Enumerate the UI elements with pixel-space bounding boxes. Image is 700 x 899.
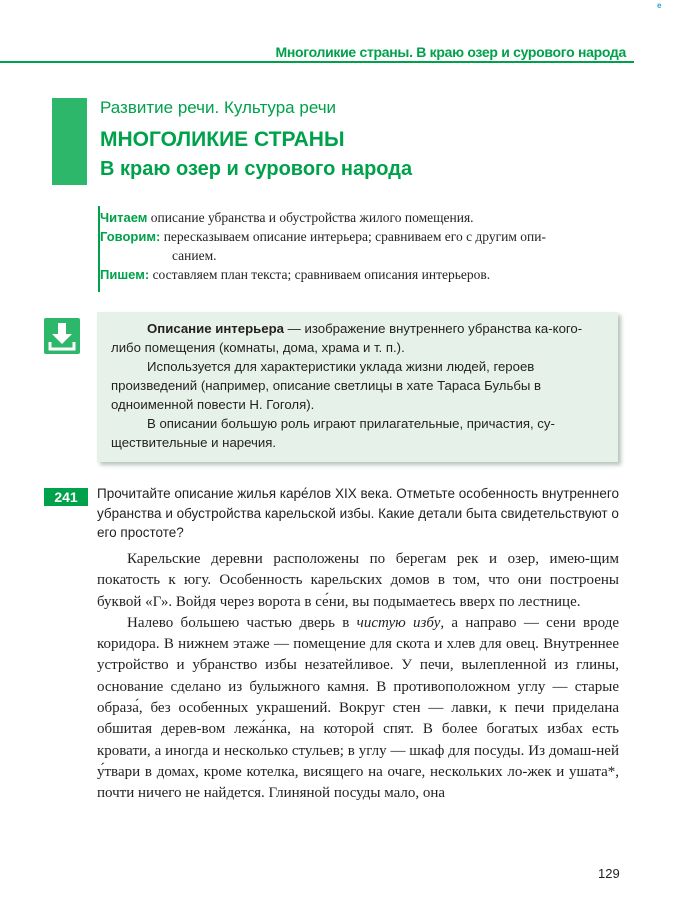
definition-term: Описание интерьера <box>147 321 284 336</box>
learning-goals <box>100 208 620 284</box>
goal-reading <box>100 208 620 227</box>
passage-emphasis: чистую избу <box>356 614 441 631</box>
section-marker-block <box>52 98 87 185</box>
definition-paragraph <box>111 319 607 357</box>
page-number: 129 <box>598 866 620 881</box>
definition-box <box>97 312 618 462</box>
definition-paragraph-3: В описании большую роль играют прилагательные, причастия, су-ществительные и наречия. <box>111 416 555 450</box>
goal-text: описание убранства и обустройства жилого помещения. <box>147 210 474 225</box>
goal-text: пересказываем описание интерьера; сравниваем его с другим опи- <box>160 229 546 244</box>
goal-text: составляем план текста; сравниваем описания интерьеров. <box>149 267 491 282</box>
running-header <box>0 43 634 63</box>
header-divider <box>0 61 634 63</box>
passage-paragraph-2 <box>97 613 619 805</box>
goal-label: Читаем <box>100 210 148 225</box>
publisher-logo: e <box>657 1 662 10</box>
section-title: МНОГОЛИКИЕ СТРАНЫ <box>100 128 345 151</box>
goal-label: Говорим: <box>100 229 161 244</box>
definition-paragraph-2: Используется для характеристики уклада жизни людей, героев произведений (например, описание светлицы в хате Тараса Бульбы в одноименной повести Н. Гоголя). <box>111 359 542 412</box>
passage-text-cont: , а направо — сени вроде коридора. В нижнем этаже — помещение для скота и хлев для овец. Внутреннее устройство и убранство избы незатейливое. У печи, вылепленной из глины, основание сделано из булыжного камня. В противоположном углу — старые образа́, без особенных украшений. Вокруг стен — лавки, к печи приделана обшитая дерев-вом лежа́нка, на которой спят. В более богатых избах есть кровати, а иногда и несколько стульев; в углу — шкаф для посуды. Из домаш-ней у́твари в домах, кроме котелка, висящего на очаге, нескольких ло-жек и ушата*, почти ничего не найдется. Глиняной посуды мало, она <box>97 614 619 802</box>
section-title-secondary: В краю озер и сурового народа <box>100 158 413 180</box>
reading-passage <box>97 549 619 805</box>
goal-speaking <box>100 227 620 265</box>
definition-text: — изображение внутреннего убранства ка-кого-либо помещения (комнаты, дома, храма и т. п.). <box>111 321 583 355</box>
download-icon[interactable] <box>44 318 80 354</box>
passage-paragraph-1: Карельские деревни расположены по берегам рек и озер, имею-щим покатость к югу. Особенность карельских домов в том, что они построены буквой «Г». Войдя через ворота в се́ни, вы подымаетесь вверх по лестнице. <box>97 551 619 610</box>
goal-writing <box>100 265 620 284</box>
exercise-instruction: Прочитайте описание жилья каре́лов XIX века. Отметьте особенность внутреннего убранства и обустройства карельской избы. Какие детали быта свидетельствуют о его простоте? <box>97 486 619 540</box>
exercise-number: 241 <box>44 488 88 506</box>
section-subtitle: Развитие речи. Культура речи <box>100 98 337 117</box>
running-title: Многоликие страны. В краю озер и сурового народа <box>275 44 626 60</box>
goal-text-continued: санием. <box>172 248 217 263</box>
goal-label: Пишем: <box>100 267 150 282</box>
passage-text: Налево большею частью дверь в <box>127 614 357 631</box>
